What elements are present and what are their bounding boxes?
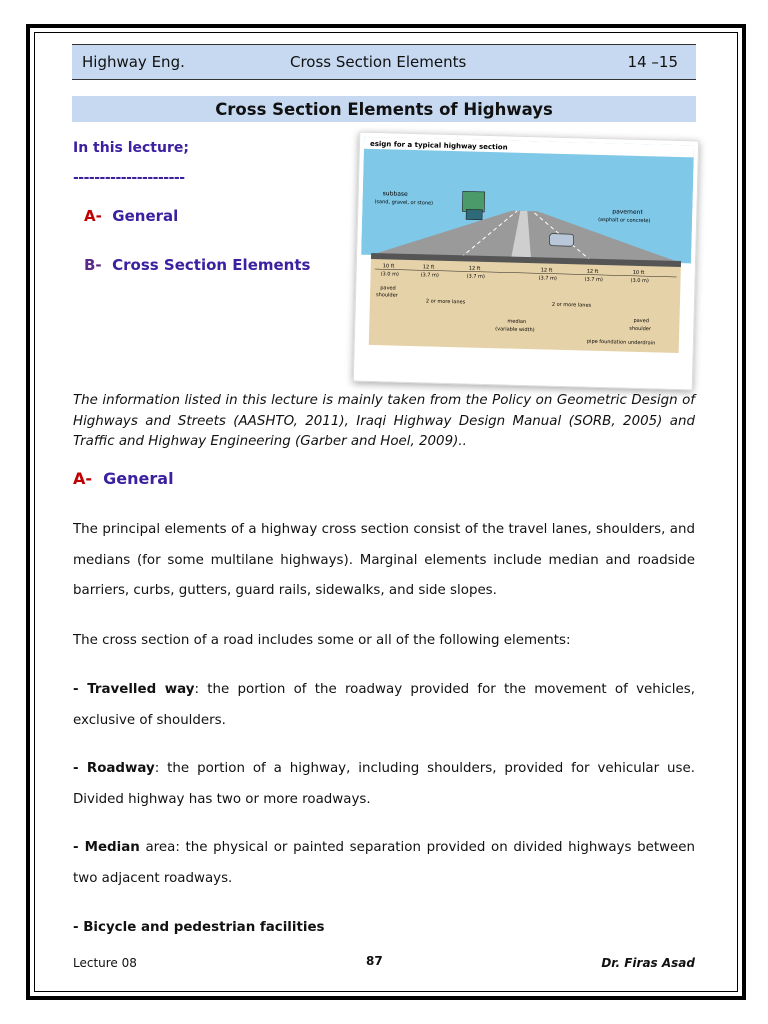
toc-text: Cross Section Elements xyxy=(112,256,311,274)
dim-lane-1-m: (3.7 m) xyxy=(420,272,439,279)
dim-lane-1: 12 ft xyxy=(422,264,435,271)
definition-text: area: the physical or painted separation provided on divided highways between two adjacent roadways. xyxy=(73,840,695,886)
paragraph-travelled-way xyxy=(73,675,695,736)
car-icon xyxy=(549,234,573,247)
dim-shoulder-left: 10 ft xyxy=(382,263,395,270)
label-subbase: subbase xyxy=(382,190,408,198)
definition-text: : the portion of a highway, including shoulders, provided for vehicular use. Divided highway has two or more roadways. xyxy=(73,761,696,807)
dim-lane-3-m: (3.7 m) xyxy=(538,275,557,282)
dim-shoulder-left-m: (3.0 m) xyxy=(380,271,400,278)
intro-label: In this lecture; xyxy=(73,140,189,156)
paragraph-bicycle-facilities: - Bicycle and pedestrian facilities xyxy=(73,920,325,935)
toc-letter: B- xyxy=(84,256,102,274)
label-pipe: pipe foundation underdrain xyxy=(586,338,656,347)
highway-section-diagram xyxy=(358,137,694,386)
truck-icon xyxy=(462,191,485,212)
label-paved-right: paved xyxy=(633,317,649,325)
label-shoulder-left: shoulder xyxy=(375,292,398,299)
header-course: Highway Eng. xyxy=(82,53,185,71)
dim-lane-4-m: (3.7 m) xyxy=(584,276,603,284)
intro-divider: --------------------- xyxy=(73,170,185,186)
dim-shoulder-right-m: (3.0 m) xyxy=(630,277,649,285)
page-title: Cross Section Elements of Highways xyxy=(72,96,696,122)
term-roadway: - Roadway xyxy=(73,761,155,776)
label-lanes-right: 2 or more lanes xyxy=(551,301,592,309)
label-pavement: pavement xyxy=(612,208,643,217)
header-topic: Cross Section Elements xyxy=(290,53,467,71)
paragraph-elements-intro: The cross section of a road includes some or all of the following elements: xyxy=(73,633,571,648)
dim-shoulder-right: 10 ft xyxy=(632,269,645,277)
paragraph-median xyxy=(73,833,695,894)
section-letter: A- xyxy=(73,469,93,488)
section-title: General xyxy=(103,469,174,488)
highway-section-figure xyxy=(353,132,699,391)
page-number: 87 xyxy=(366,954,383,968)
section-heading-general xyxy=(73,469,174,488)
header-year: 14 –15 xyxy=(627,53,678,71)
dim-lane-4: 12 ft xyxy=(586,268,599,275)
toc-item-cross-section xyxy=(84,256,310,274)
definition-text: : the portion of the roadway provided for the movement of vehicles, exclusive of shoulders. xyxy=(73,682,695,728)
source-note: The information listed in this lecture is mainly taken from the Policy on Geometric Design of Highways and Streets (AASHTO, 2011), Iraqi Highway Design Manual (SORB, 2005) and Traffic and Highway Engineering (Garber and Hoel, 2009).. xyxy=(73,393,695,449)
dim-lane-2-m: (3.7 m) xyxy=(466,273,485,280)
term-travelled-way: - Travelled way xyxy=(73,682,195,697)
label-median: median xyxy=(507,318,527,326)
dim-lane-3: 12 ft xyxy=(540,267,553,274)
running-header xyxy=(72,44,696,80)
toc-item-general xyxy=(84,207,178,225)
footer-author: Dr. Firas Asad xyxy=(601,956,695,970)
label-lanes-left: 2 or more lanes xyxy=(425,298,466,306)
dim-lane-2: 12 ft xyxy=(468,265,481,272)
paragraph-principal-elements: The principal elements of a highway cross section consist of the travel lanes, shoulders, and medians (for some multilane highways). Marginal elements include median and roadside barriers, curbs, gutters, guard rails, sidewalks, and side slopes. xyxy=(73,522,695,598)
paragraph-roadway xyxy=(73,754,695,815)
toc-letter: A- xyxy=(84,207,102,225)
figure-caption: esign for a typical highway section xyxy=(369,139,508,152)
footer-lecture: Lecture 08 xyxy=(73,956,137,970)
label-pavement-note: (asphalt or concrete) xyxy=(598,216,651,225)
term-median: - Median xyxy=(73,840,140,855)
label-shoulder-right: shoulder xyxy=(629,325,652,333)
label-median-note: (variable width) xyxy=(495,326,535,334)
label-paved-left: paved xyxy=(380,285,396,292)
label-subbase-note: (sand, gravel, or stone) xyxy=(374,199,434,207)
toc-text: General xyxy=(112,207,179,225)
